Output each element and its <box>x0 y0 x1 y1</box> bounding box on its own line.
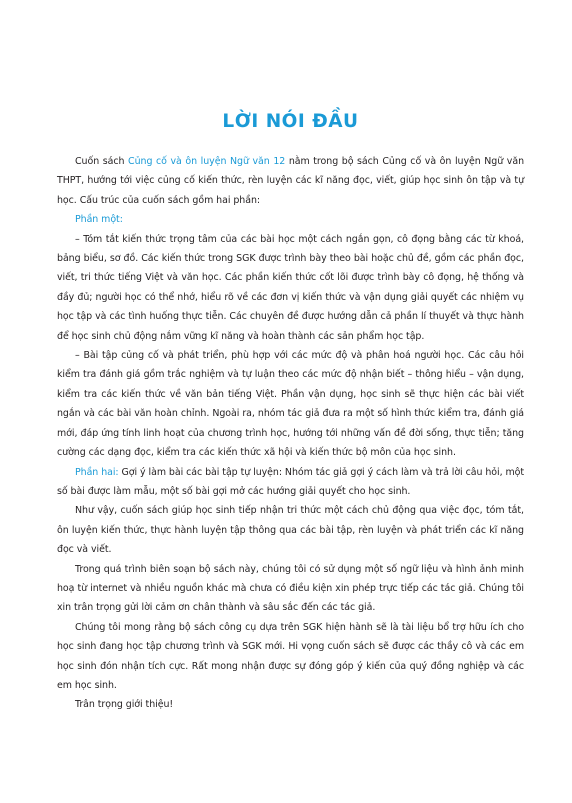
summary-paragraph: Như vậy, cuốn sách giúp học sinh tiếp nhận tri thức một cách chủ động qua việc đọc, tóm tắt, ôn luyện kiến thức, thực hành luyện tập thông qua các bài tập, rèn luyện và phát triển các kĩ năng đọc và viết. <box>57 505 524 556</box>
closing-line: Trân trọng giới thiệu! <box>75 699 174 711</box>
hope-paragraph: Chúng tôi mong rằng bộ sách công cụ dựa trên SGK hiện hành sẽ là tài liệu bổ trợ hữu ích cho học sinh đang học tập chương trình và SGK mới. Hi vọng cuốn sách sẽ được các thầy cô và các em học sinh đón nhận tích cực. Rất mong nhận được sự đóng góp ý kiến của quý đồng nghiệp và các em học sinh. <box>57 621 524 691</box>
part1-item-1: – Tóm tắt kiến thức trọng tâm của các bài học một cách ngắn gọn, cô đọng bằng các từ khoá, bảng biểu, sơ đồ. Các kiến thức trong SGK được trình bày theo bài hoặc chủ đề, gồm các phần đọc, viết, tri thức tiếng Việt và văn học. Các phần kiến thức cốt lõi được trình bày cô đọng, hệ thống và đầy đủ; người học có thể nhớ, hiểu rõ về các đơn vị kiến thức và vận dụng giải quyết các nhiệm vụ học tập và các tình huống thực tiễn. Các chuyên đề được hướng dẫn cả phần lí thuyết và thực hành để học sinh chủ động nắm vững kĩ năng và hoàn thành các sản phẩm học tập. <box>57 233 524 342</box>
part2-text: Gợi ý làm bài các bài tập tự luyện: Nhóm tác giả gợi ý cách làm và trả lời câu hỏi, một số bài được làm mẫu, một số bài gợi mở các hướng giải quyết cho học sinh. <box>57 466 524 497</box>
page-title: LỜI NÓI ĐẦU <box>222 111 359 132</box>
acknowledgement-paragraph: Trong quá trình biên soạn bộ sách này, chúng tôi có sử dụng một số ngữ liệu và hình ảnh minh hoạ từ internet và nhiều nguồn khác mà chưa có điều kiện xin phép trực tiếp các tác giả. Chúng tôi xin trân trọng gửi lời cảm ơn chân thành và sâu sắc đến các tác giả. <box>57 563 524 614</box>
part1-heading-text: Phần một: <box>75 214 123 226</box>
intro-before: Cuốn sách <box>75 156 129 167</box>
book-title: Củng cố và ôn luyện Ngữ văn 12 <box>128 156 286 167</box>
preface-body <box>57 152 524 715</box>
part1-item-2: – Bài tập củng cố và phát triển, phù hợp với các mức độ và phân hoá người học. Các câu hỏi kiểm tra đánh giá gồm trắc nghiệm và tự luận theo các mức độ nhận biết – thông hiểu – vận dụng, kiểm tra các kiến thức về văn bản tiếng Việt. Phần vận dụng, học sinh sẽ thực hiện các bài viết ngắn và các bài văn hoàn chỉnh. Ngoài ra, nhóm tác giả đưa ra một số hình thức kiểm tra, đánh giá mới, đáp ứng tính linh hoạt của chương trình học, hướng tới những vấn đề đời sống, thực tiễn; tăng cường các dạng đọc, kiểm tra các kiến thức xã hội và kiến thức bộ môn của học sinh. <box>57 350 524 459</box>
part1-heading <box>57 210 524 229</box>
part2-paragraph <box>57 463 524 502</box>
part2-heading: Phần hai: <box>75 466 119 478</box>
intro-after: nằm trong bộ sách Củng cố và ôn luyện Ngữ văn THPT, hướng tới việc củng cố kiến thức, rèn luyện các kĩ năng đọc, viết, giúp học sinh ôn tập và tự học. Cấu trúc của cuốn sách gồm hai phần: <box>57 156 524 206</box>
intro-paragraph <box>57 152 524 210</box>
